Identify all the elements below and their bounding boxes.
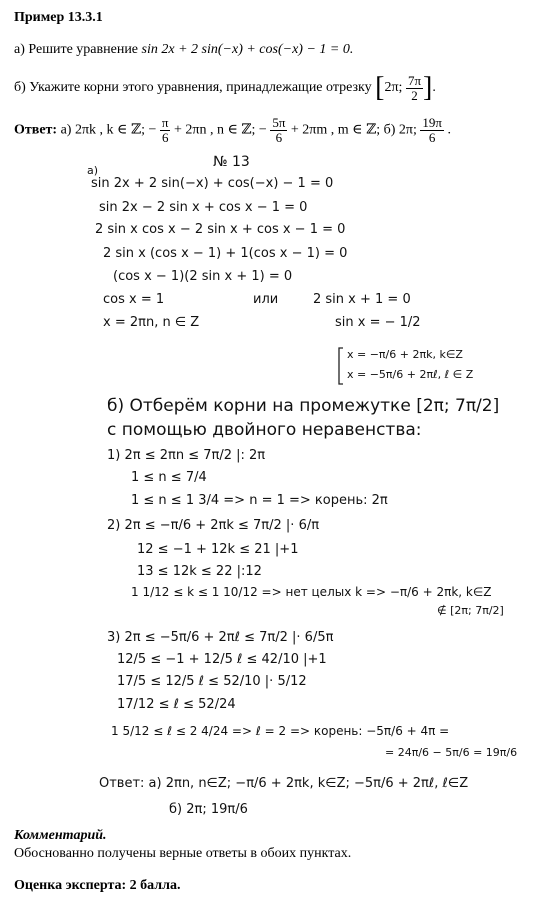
interval-open-bracket: [ bbox=[375, 72, 385, 103]
hw-case-2-line-4: 1 1/12 ≤ k ≤ 1 10/12 => нет целых k => −π/6 + 2πk, k∈Z bbox=[131, 585, 492, 599]
hw-number: № 13 bbox=[213, 154, 250, 170]
answer-line bbox=[14, 116, 451, 144]
interval-right-den: 2 bbox=[411, 87, 418, 103]
interval-close-bracket: ] bbox=[423, 72, 433, 103]
answer-frac-1-den: 6 bbox=[161, 129, 169, 145]
interval-right-fraction bbox=[406, 74, 423, 102]
answer-frac-2-num: 5π bbox=[272, 115, 286, 130]
hw-line-7b: sin x = − 1/2 bbox=[335, 315, 421, 330]
hw-line-3: 2 sin x cos x − 2 sin x + cos x − 1 = 0 bbox=[95, 222, 346, 237]
hw-part-b-title: б) Отберём корни на промежутке [2π; 7π/2] bbox=[107, 396, 500, 416]
answer-frac-3 bbox=[420, 116, 444, 144]
hw-case-3-line-4: 17/12 ≤ ℓ ≤ 52/24 bbox=[117, 697, 236, 712]
hw-case-3-line-5: 1 5/12 ≤ ℓ ≤ 2 4/24 => ℓ = 2 => корень: −5π/6 + 4π = bbox=[111, 724, 450, 738]
hw-sol-1: x = −π/6 + 2πk, k∈Z bbox=[347, 348, 463, 361]
answer-frac-2-den: 6 bbox=[275, 129, 283, 145]
hw-line-7a: x = 2πn, n ∈ Z bbox=[103, 315, 200, 330]
hw-sol-2: x = −5π/6 + 2πℓ, ℓ ∈ Z bbox=[347, 368, 474, 381]
answer-label: Ответ: bbox=[14, 122, 58, 138]
hw-line-2: sin 2x − 2 sin x + cos x − 1 = 0 bbox=[99, 200, 308, 215]
comment-text: Обоснованно получены верные ответы в обоих пунктах. bbox=[14, 846, 352, 861]
hw-case-2-line-2: 12 ≤ −1 + 12k ≤ 21 |+1 bbox=[137, 542, 299, 557]
hw-case-3-line-3: 17/5 ≤ 12/5 ℓ ≤ 52/10 |· 5/12 bbox=[117, 674, 307, 689]
hw-or: или bbox=[253, 292, 279, 307]
hw-line-5: (cos x − 1)(2 sin x + 1) = 0 bbox=[113, 269, 293, 284]
hw-line-4: 2 sin x (cos x − 1) + 1(cos x − 1) = 0 bbox=[103, 246, 348, 261]
hw-case-2-line-1: 2) 2π ≤ −π/6 + 2πk ≤ 7π/2 |· 6/π bbox=[107, 518, 320, 533]
hw-case-1-line-2: 1 ≤ n ≤ 7/4 bbox=[131, 470, 207, 485]
answer-frac-1 bbox=[160, 116, 171, 144]
hw-line-6a: cos x = 1 bbox=[103, 292, 165, 307]
answer-frac-2 bbox=[270, 116, 287, 144]
hw-part-a-label: a) bbox=[87, 164, 99, 177]
task-part-b-prefix: б) Укажите корни этого уравнения, принадлежащие отрезку bbox=[14, 80, 372, 96]
hw-case-2-line-3: 13 ≤ 12k ≤ 22 |:12 bbox=[137, 564, 262, 579]
answer-mid-2: + 2πm , m ∈ ℤ; б) 2π; bbox=[290, 122, 417, 138]
answer-mid-1: + 2πn , n ∈ ℤ; − bbox=[173, 122, 267, 138]
hw-part-b-subtitle: с помощью двойного неравенства: bbox=[107, 420, 422, 440]
hw-case-3-line-6: = 24π/6 − 5π/6 = 19π/6 bbox=[385, 746, 518, 759]
hw-case-3-line-1: 3) 2π ≤ −5π/6 + 2πℓ ≤ 7π/2 |· 6/5π bbox=[107, 630, 334, 645]
task-part-b bbox=[14, 72, 436, 104]
hw-case-1-line-1: 1) 2π ≤ 2πn ≤ 7π/2 |: 2π bbox=[107, 448, 266, 463]
answer-frac-3-num: 19π bbox=[422, 115, 442, 130]
hw-answer-line-2: б) 2π; 19π/6 bbox=[169, 802, 248, 817]
answer-frac-1-num: π bbox=[161, 115, 169, 130]
hw-case-1-line-3: 1 ≤ n ≤ 1 3/4 => n = 1 => корень: 2π bbox=[131, 493, 388, 508]
hw-case-2-line-5: ∉ [2π; 7π/2] bbox=[437, 604, 504, 617]
comment-title: Комментарий. bbox=[14, 828, 107, 843]
task-part-a bbox=[14, 42, 353, 58]
task-part-a-prefix: а) Решите уравнение bbox=[14, 42, 139, 57]
hw-case-3-line-2: 12/5 ≤ −1 + 12/5 ℓ ≤ 42/10 |+1 bbox=[117, 652, 327, 667]
interval-left: 2π; bbox=[384, 80, 403, 96]
expert-score: Оценка эксперта: 2 балла. bbox=[14, 878, 181, 893]
interval-right-num: 7π bbox=[407, 72, 422, 88]
example-title: Пример 13.3.1 bbox=[14, 10, 103, 25]
hw-answer-line-1: Ответ: а) 2πn, n∈Z; −π/6 + 2πk, k∈Z; −5π/6 + 2πℓ, ℓ∈Z bbox=[99, 776, 469, 791]
task-period: . bbox=[432, 80, 436, 96]
hw-line-6b: 2 sin x + 1 = 0 bbox=[313, 292, 411, 307]
hw-line-1: sin 2x + 2 sin(−x) + cos(−x) − 1 = 0 bbox=[91, 176, 334, 191]
answer-tail: . bbox=[447, 122, 451, 138]
task-part-a-equation: sin 2x + 2 sin(−x) + cos(−x) − 1 = 0. bbox=[141, 42, 354, 57]
answer-part-a-lead: а) 2πk , k ∈ ℤ; − bbox=[60, 122, 157, 138]
answer-frac-3-den: 6 bbox=[428, 129, 436, 145]
handwritten-solution bbox=[85, 152, 545, 832]
